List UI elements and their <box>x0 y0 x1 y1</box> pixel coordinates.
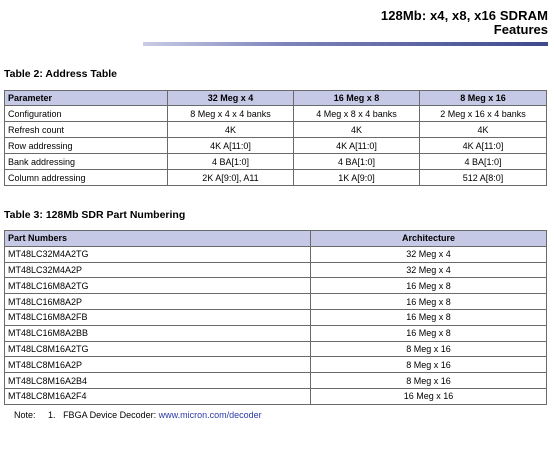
table-cell: MT48LC8M16A2F4 <box>5 388 311 404</box>
table-cell: 4K <box>420 122 547 138</box>
table-cell: 4K <box>294 122 420 138</box>
table-cell: Refresh count <box>5 122 168 138</box>
table-cell: 32 Meg x 4 <box>311 262 547 278</box>
column-header: Architecture <box>311 231 547 247</box>
footnote <box>14 410 262 420</box>
document-section: Features <box>493 22 548 37</box>
note-label: Note: <box>14 410 36 420</box>
table-cell: 4 BA[1:0] <box>294 154 420 170</box>
table-cell: 4K A[11:0] <box>294 138 420 154</box>
table-row <box>5 388 547 404</box>
table-cell: MT48LC16M8A2P <box>5 294 311 310</box>
table-cell: 4 Meg x 8 x 4 banks <box>294 106 420 122</box>
table-row <box>5 309 547 325</box>
table-cell: 4K <box>168 122 294 138</box>
table-row <box>5 138 547 154</box>
table-row <box>5 106 547 122</box>
table-cell: Row addressing <box>5 138 168 154</box>
table-cell: 1K A[9:0] <box>294 170 420 186</box>
table-cell: MT48LC32M4A2TG <box>5 246 311 262</box>
table-row <box>5 357 547 373</box>
table-cell: 512 A[8:0] <box>420 170 547 186</box>
table-cell: Column addressing <box>5 170 168 186</box>
table-cell: 16 Meg x 8 <box>311 294 547 310</box>
note-text: FBGA Device Decoder: <box>63 410 159 420</box>
table-cell: 4 BA[1:0] <box>420 154 547 170</box>
table-cell: 16 Meg x 8 <box>311 325 547 341</box>
table-cell: Bank addressing <box>5 154 168 170</box>
address-table <box>4 90 547 186</box>
column-header: 16 Meg x 8 <box>294 91 420 106</box>
document-header <box>381 8 548 36</box>
part-numbering-table <box>4 230 547 405</box>
table-cell: MT48LC8M16A2B4 <box>5 373 311 389</box>
table-cell: 8 Meg x 16 <box>311 357 547 373</box>
table-row <box>5 246 547 262</box>
table-cell: 8 Meg x 4 x 4 banks <box>168 106 294 122</box>
table-cell: MT48LC32M4A2P <box>5 262 311 278</box>
table-cell: 16 Meg x 16 <box>311 388 547 404</box>
table-cell: 16 Meg x 8 <box>311 309 547 325</box>
document-title: 128Mb: x4, x8, x16 SDRAM <box>380 8 548 23</box>
table-cell: 2K A[9:0], A11 <box>168 170 294 186</box>
table-row <box>5 170 547 186</box>
table-cell: MT48LC16M8A2TG <box>5 278 311 294</box>
table-cell: 2 Meg x 16 x 4 banks <box>420 106 547 122</box>
table-cell: 16 Meg x 8 <box>311 278 547 294</box>
column-header: Parameter <box>5 91 168 106</box>
note-number: 1. <box>48 410 56 420</box>
column-header: 32 Meg x 4 <box>168 91 294 106</box>
table-cell: 8 Meg x 16 <box>311 373 547 389</box>
table-row <box>5 325 547 341</box>
table-cell: MT48LC8M16A2TG <box>5 341 311 357</box>
table-cell: MT48LC16M8A2FB <box>5 309 311 325</box>
table-row <box>5 341 547 357</box>
table-cell: 4 BA[1:0] <box>168 154 294 170</box>
header-rule <box>143 42 548 46</box>
table-cell: 8 Meg x 16 <box>311 341 547 357</box>
table-header-row <box>5 231 547 247</box>
table-header-row <box>5 91 547 106</box>
table-row <box>5 122 547 138</box>
table-cell: 4K A[11:0] <box>168 138 294 154</box>
table-row <box>5 294 547 310</box>
table-cell: MT48LC8M16A2P <box>5 357 311 373</box>
table-row <box>5 278 547 294</box>
table3-caption: Table 3: 128Mb SDR Part Numbering <box>4 209 186 221</box>
table-cell: 4K A[11:0] <box>420 138 547 154</box>
table-cell: Configuration <box>5 106 168 122</box>
column-header: 8 Meg x 16 <box>420 91 547 106</box>
table-row <box>5 154 547 170</box>
table-row <box>5 373 547 389</box>
decoder-link[interactable]: www.micron.com/decoder <box>158 410 262 420</box>
column-header: Part Numbers <box>5 231 311 247</box>
table2-caption: Table 2: Address Table <box>4 68 118 80</box>
table-cell: 32 Meg x 4 <box>311 246 547 262</box>
table-cell: MT48LC16M8A2BB <box>5 325 311 341</box>
table-row <box>5 262 547 278</box>
